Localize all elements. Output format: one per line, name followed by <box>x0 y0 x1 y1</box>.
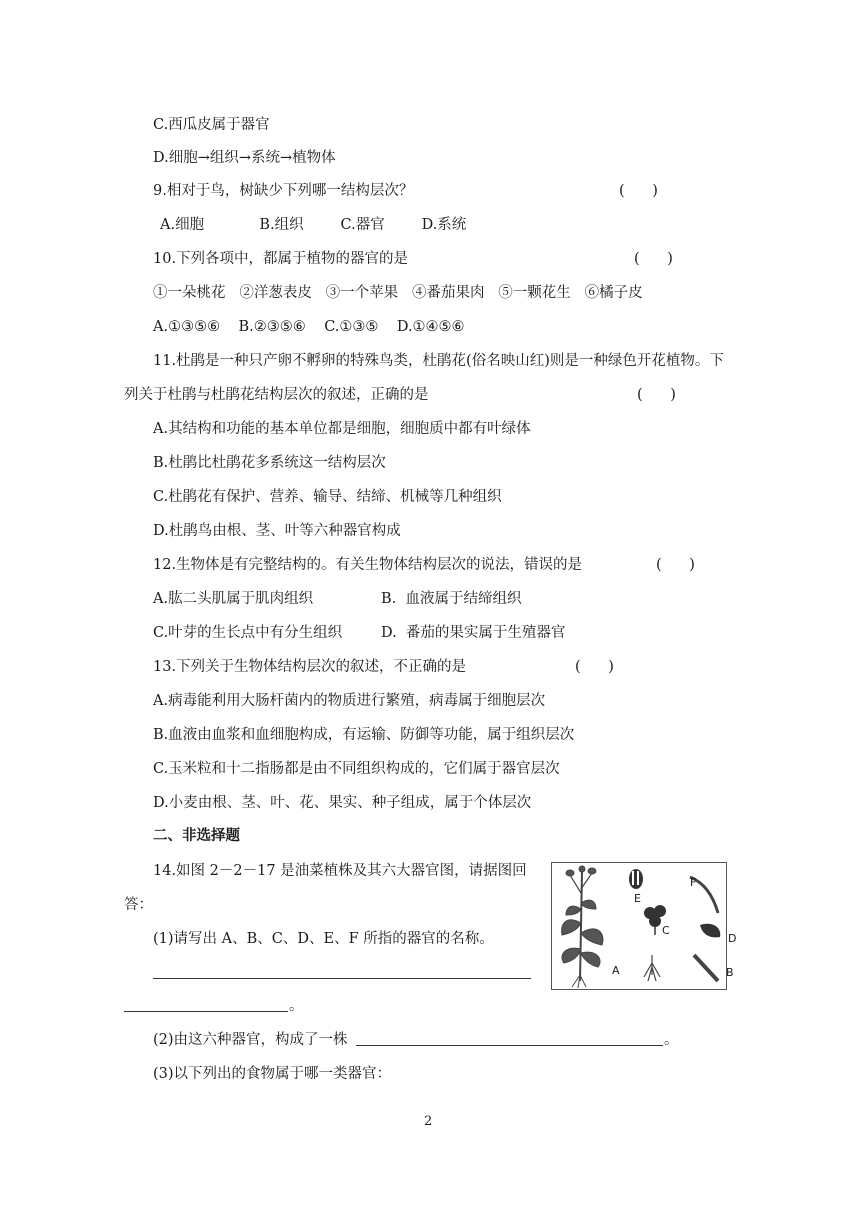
question-11-option-b: B.杜鹃比杜鹃花多系统这一结构层次 <box>153 455 386 471</box>
answer-paren-9: ( ) <box>619 183 658 199</box>
question-13-option-a: A.病毒能利用大肠杆菌内的物质进行繁殖，病毒属于细胞层次 <box>153 693 546 709</box>
figure-label-b: B <box>726 966 734 979</box>
question-13-option-c: C.玉米粒和十二指肠都是由不同组织构成的，它们属于器官层次 <box>153 761 560 777</box>
line-d-hierarchy: D.细胞→组织→系统→植物体 <box>153 150 336 166</box>
answer-blank-2[interactable] <box>356 1045 663 1046</box>
question-12-option-c: C.叶芽的生长点中有分生组织 <box>153 625 343 641</box>
question-11-option-d: D.杜鹃鸟由根、茎、叶等六种器官构成 <box>153 523 401 539</box>
question-14-part-3: (3)以下列出的食物属于哪一类器官： <box>153 1066 392 1082</box>
period-2: 。 <box>664 1032 679 1048</box>
fruit-organ-e <box>629 869 643 889</box>
question-13-option-d: D.小麦由根、茎、叶、花、果实、种子组成，属于个体层次 <box>153 795 532 811</box>
stem-organ-b <box>694 955 718 981</box>
figure-label-a: A <box>612 964 620 977</box>
question-13: 13.下列关于生物体结构层次的叙述，不正确的是 <box>153 659 467 675</box>
answer-blank-1b[interactable] <box>124 1011 288 1012</box>
question-10-options: A.①③⑤⑥ B.②③⑤⑥ C.①③⑤ D.①④⑤⑥ <box>153 319 465 335</box>
question-14: 14.如图 2－2－17 是油菜植株及其六大器官图，请据图回 <box>153 863 527 879</box>
figure-label-d: D <box>728 932 737 945</box>
question-14-part-1: (1)请写出 A、B、C、D、E、F 所指的器官的名称。 <box>153 931 494 947</box>
question-14-part-2: (2)由这六种器官，构成了一株 <box>153 1032 348 1048</box>
answer-paren-13: ( ) <box>575 659 614 675</box>
rapeseed-organ-figure <box>551 862 737 990</box>
leaf-organ-d <box>700 924 720 938</box>
question-14-cont: 答： <box>124 897 153 913</box>
question-12-option-b: B. 血液属于结缔组织 <box>381 591 522 607</box>
question-10-items: ①一朵桃花 ②洋葱表皮 ③一个苹果 ④番茄果肉 ⑤一颗花生 ⑥橘子皮 <box>153 285 643 301</box>
figure-label-f: F <box>690 876 697 889</box>
root-organ-a <box>644 955 660 981</box>
question-12-option-d: D. 番茄的果实属于生殖器官 <box>381 625 566 641</box>
answer-blank-1a[interactable] <box>153 978 531 979</box>
answer-paren-10: ( ) <box>634 251 673 267</box>
answer-paren-12: ( ) <box>656 557 695 573</box>
answer-paren-11: ( ) <box>637 387 676 403</box>
figure-label-e: E <box>634 892 641 905</box>
page-number: 2 <box>424 1114 433 1129</box>
question-11-option-c: C.杜鹃花有保护、营养、输导、结缔、机械等几种组织 <box>153 489 502 505</box>
section-heading-nonchoice: 二、非选择题 <box>153 827 240 844</box>
figure-label-c: C <box>662 924 670 937</box>
question-11-option-a: A.其结构和功能的基本单位都是细胞，细胞质中都有叶绿体 <box>153 421 531 437</box>
question-9-options: A.细胞 B.组织 C.器官 D.系统 <box>160 217 467 233</box>
line-c-watermelon: C.西瓜皮属于器官 <box>153 117 270 133</box>
question-13-option-b: B.血液由血浆和血细胞构成，有运输、防御等功能，属于组织层次 <box>153 727 575 743</box>
question-11: 11.杜鹃是一种只产卵不孵卵的特殊鸟类，杜鹃花(俗名映山红)则是一种绿色开花植物。下 <box>153 353 724 369</box>
question-9: 9.相对于鸟，树缺少下列哪一结构层次？ <box>153 183 414 199</box>
question-12-option-a: A.肱二头肌属于肌肉组织 <box>153 591 314 607</box>
question-10: 10.下列各项中，都属于植物的器官的是 <box>153 251 409 267</box>
period-1: 。 <box>289 998 304 1014</box>
question-12: 12.生物体是有完整结构的。有关生物体结构层次的说法，错误的是 <box>153 557 583 573</box>
rapeseed-plant-illustration <box>562 866 603 988</box>
question-11-cont: 列关于杜鹃与杜鹃花结构层次的叙述，正确的是 <box>124 387 429 403</box>
